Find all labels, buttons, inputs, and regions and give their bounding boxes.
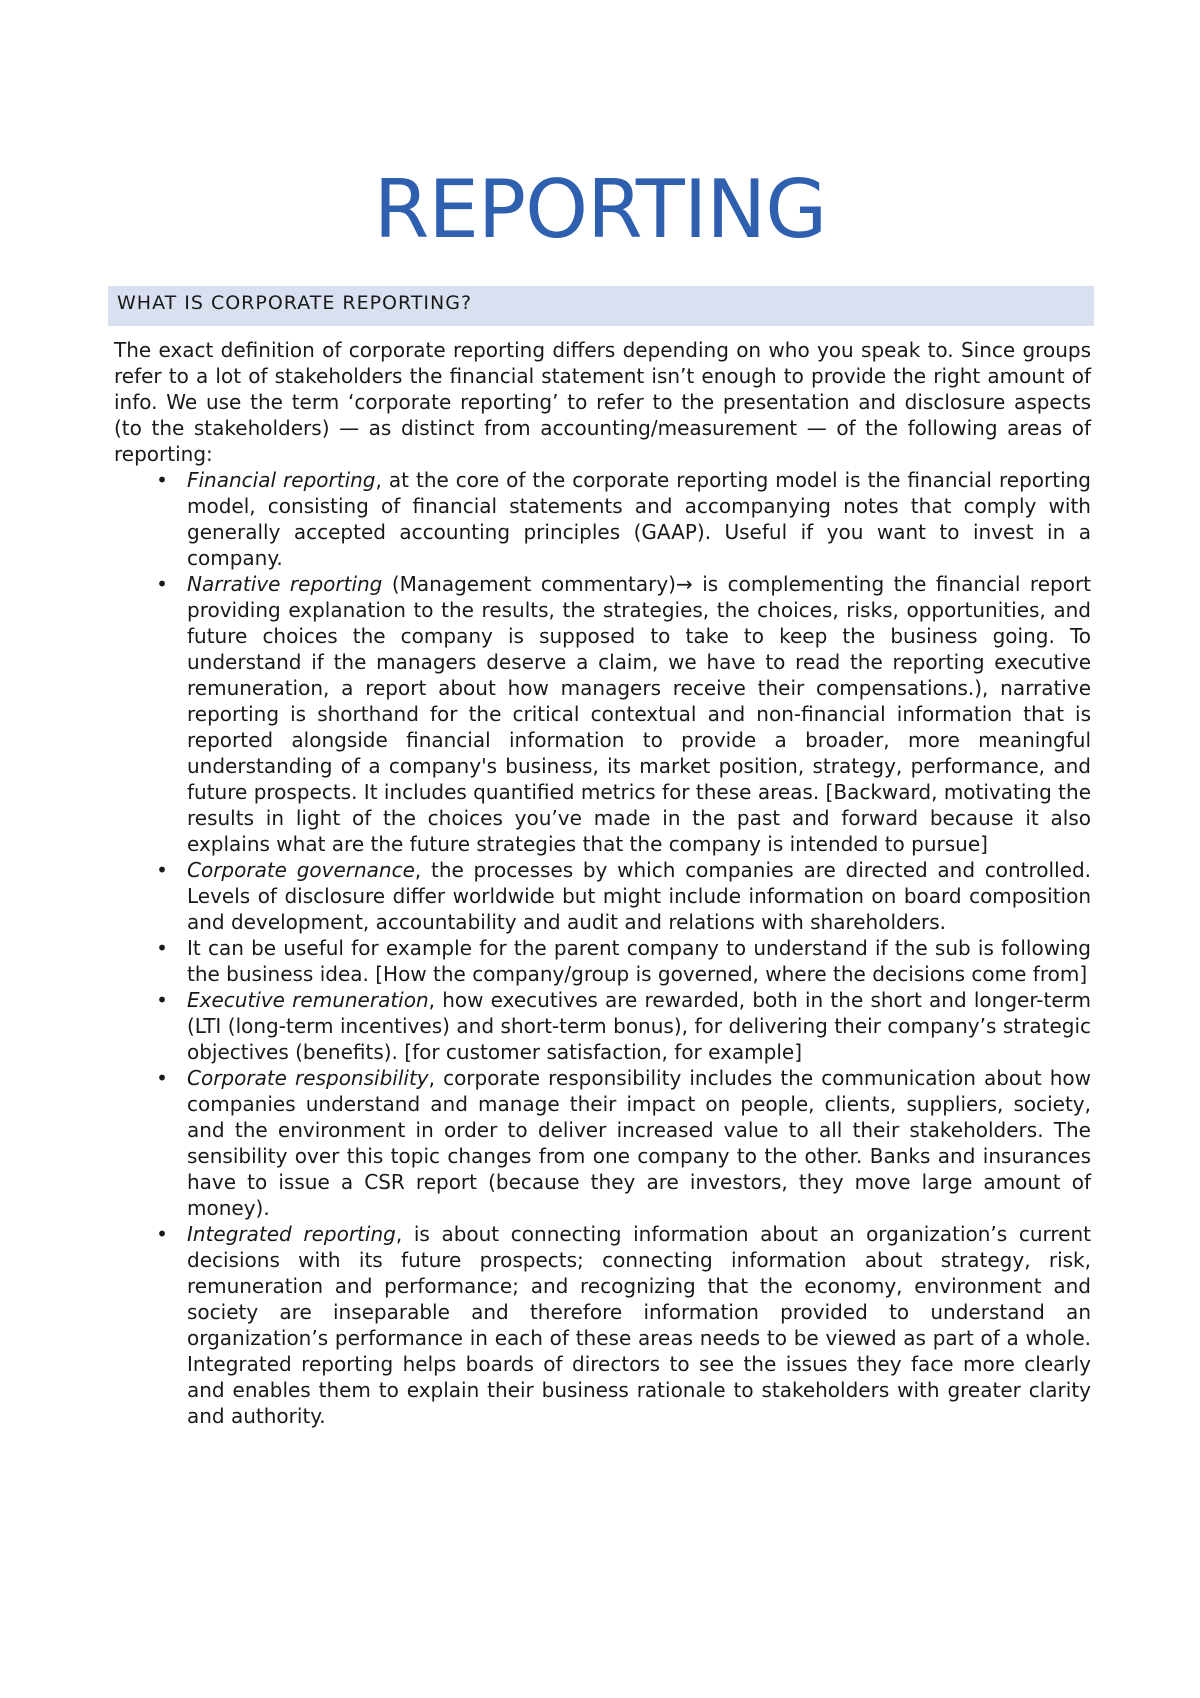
list-item-corporate-responsibility	[156, 1065, 1091, 1221]
bullet-icon: •	[156, 572, 168, 596]
list-item-integrated-reporting	[156, 1221, 1091, 1429]
list-item-text: , at the core of the corporate reporting model is the financial reporting model, consisting of financial statements and accompanying notes that comply with generally accepted accounting principles (GAAP). Useful if you want to invest in a company.	[187, 468, 1091, 570]
reporting-areas-list	[156, 467, 1092, 1429]
document-title: REPORTING	[373, 163, 827, 256]
list-item-text: , corporate responsibility includes the communication about how companies understand and manage their impact on people, clients, suppliers, society, and the environment in order to deliver increased value to all their stakeholders. The sensibility over this topic changes from one company to the other. Banks and insurances have to issue a CSR report (because they are investors, they move large amount of money).	[187, 1066, 1091, 1220]
list-item-executive-remuneration	[156, 987, 1092, 1065]
list-item-term: Financial reporting	[187, 468, 376, 492]
list-item-text: , is about connecting information about an organization’s current decisions with its future prospects; connecting information about strategy, risk, remuneration and performance; and recognizing that the economy, environment and society are inseparable and therefore information provided to understand an organization’s performance in each of these areas needs to be viewed as part of a whole. Integrated reporting helps boards of directors to see the issues they face more clearly and enables them to explain their business rationale to stakeholders with greater clarity and authority.	[187, 1222, 1091, 1428]
list-item-term: Corporate responsibility	[187, 1066, 429, 1090]
list-item-text: (Management commentary)→ is complementing the financial report providing explanation to the results, the strategies, the choices, risks, opportunities, and future choices the company is supposed to take to keep the business going. To understand if the managers deserve a claim, we have to read the reporting executive remuneration, a report about how managers receive their compensations.), narrative reporting is shorthand for the critical contextual and non-financial information that is reported alongside financial information to provide a broader, more meaningful understanding of a company's business, its market position, strategy, performance, and future prospects. It includes quantified metrics for these areas. [Backward, motivating the results in light of the choices you’ve made in the past and forward because it also explains what are the future strategies that the company is intended to pursue]	[187, 572, 1092, 856]
list-item-narrative-reporting	[156, 571, 1092, 857]
list-item-governance-usefulness	[156, 935, 1091, 987]
bullet-icon: •	[156, 1066, 168, 1090]
list-item-corporate-governance	[156, 857, 1092, 935]
list-item-financial-reporting	[156, 467, 1091, 571]
bullet-icon: •	[156, 858, 168, 882]
list-item-term: Narrative reporting	[187, 572, 383, 596]
bullet-icon: •	[156, 1222, 168, 1246]
bullet-icon: •	[156, 468, 168, 492]
intro-paragraph: The exact definition of corporate reporting differs depending on who you speak to. Since groups refer to a lot of stakeholders the financial statement isn’t enough to provide the right amount of info. We use the term ‘corporate reporting’ to refer to the presentation and disclosure aspects (to the stakeholders) — as distinct from accounting/measurement — of the following areas of reporting:	[114, 338, 1091, 466]
list-item-term: Corporate governance	[187, 858, 415, 882]
list-item-text: , how executives are rewarded, both in the short and longer-term (LTI (long-term incentives) and short-term bonus), for delivering their company’s strategic objectives (benefits). [for customer satisfaction, for example]	[187, 988, 1092, 1064]
bullet-icon: •	[156, 988, 168, 1012]
list-item-term: Executive remuneration	[187, 988, 429, 1012]
bullet-icon: •	[156, 936, 168, 960]
section-heading: WHAT IS CORPORATE REPORTING?	[108, 286, 1094, 326]
list-item-term: Integrated reporting	[187, 1222, 396, 1246]
list-item-text: It can be useful for example for the parent company to understand if the sub is following the business idea. [How the company/group is governed, where the decisions come from]	[187, 936, 1091, 986]
list-item-text: , the processes by which companies are directed and controlled. Levels of disclosure differ worldwide but might include information on board composition and development, accountability and audit and relations with shareholders.	[187, 858, 1092, 934]
